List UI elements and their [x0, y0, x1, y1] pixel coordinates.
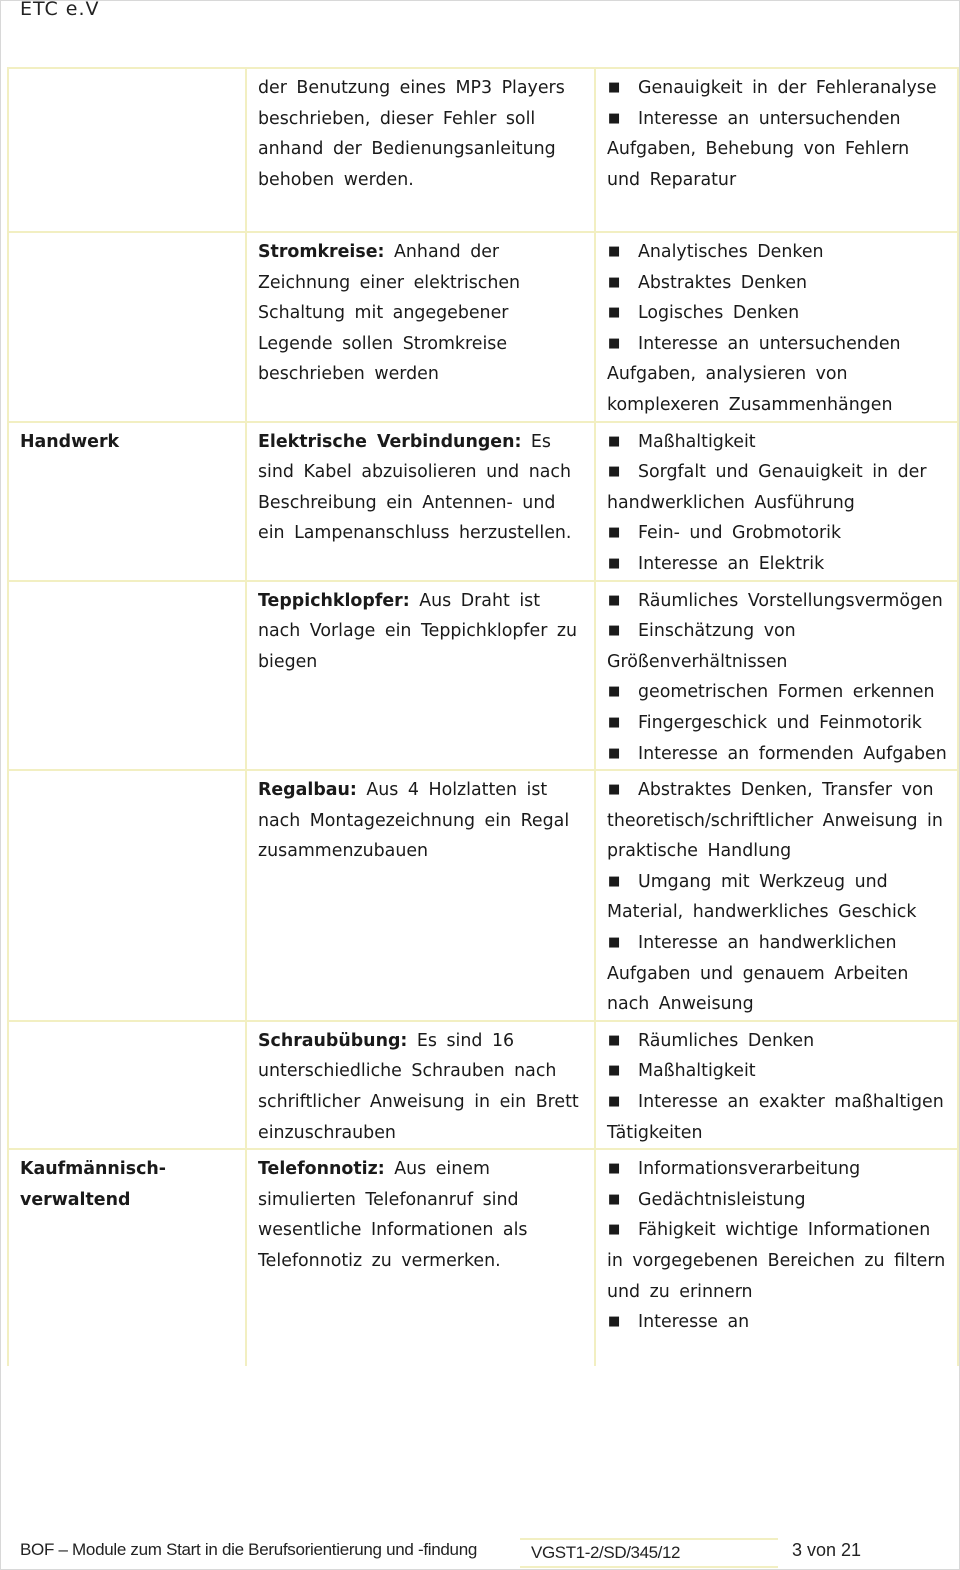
bullet-icon: ■ [608, 1094, 621, 1110]
bullet-icon: ■ [608, 684, 621, 700]
bullet-icon: ■ [608, 745, 621, 761]
bullet-icon: ■ [608, 274, 621, 290]
skills-cell [595, 232, 958, 422]
skill-item: ■ Interesse an untersuchenden Aufgaben, analysieren von komplexeren Zusammenhängen [607, 329, 947, 421]
bullet-icon: ■ [608, 433, 621, 449]
task-cell: Telefonnotiz: Aus einem simulierten Telefonanruf sind wesentliche Informationen als Telefonnotiz zu vermerken. [246, 1149, 595, 1366]
category-cell [8, 1021, 246, 1149]
skill-item: ■ Analytisches Denken [607, 237, 947, 268]
skill-item: ■ Räumliches Denken [607, 1026, 947, 1057]
skill-item: ■ Maßhaltigkeit [607, 427, 947, 458]
skill-item: ■ Räumliches Vorstellungsvermögen [607, 586, 947, 617]
footer-document-code: VGST1-2/SD/345/12 [531, 1543, 681, 1562]
task-cell: Stromkreise: Anhand der Zeichnung einer elektrischen Schaltung mit angegebener Legende sollen Stromkreise beschrieben werden [246, 232, 595, 422]
bullet-icon: ■ [608, 80, 621, 95]
bullet-icon: ■ [608, 464, 621, 480]
task-cell: der Benutzung eines MP3 Players beschrieben, dieser Fehler soll anhand der Bedienungsanleitung behoben werden. [246, 68, 595, 232]
category-cell: Kaufmännisch-verwaltend [8, 1149, 246, 1366]
task-cell: Schraubübung: Es sind 16 unterschiedliche Schrauben nach schriftlicher Anweisung in ein Brett einzuschrauben [246, 1021, 595, 1149]
skill-item: ■ Interesse an [607, 1307, 947, 1338]
table-row [8, 232, 958, 422]
bullet-icon: ■ [608, 244, 621, 259]
bullet-icon: ■ [608, 873, 621, 889]
skill-item: ■ Interesse an untersuchenden Aufgaben, Behebung von Fehlern und Reparatur [607, 104, 947, 196]
category-cell [8, 232, 246, 422]
category-cell: Handwerk [8, 422, 246, 581]
bullet-icon: ■ [608, 1191, 621, 1207]
header-org: ETC e.V [20, 0, 100, 20]
footer-title: BOF – Module zum Start in die Berufsorientierung und -findung [20, 1540, 478, 1559]
bullet-icon: ■ [608, 592, 621, 608]
bullet-icon: ■ [608, 1063, 621, 1079]
task-cell: Elektrische Verbindungen: Es sind Kabel abzuisolieren und nach Beschreibung ein Antennen- und ein Lampenanschluss herzustellen. [246, 422, 595, 581]
bullet-icon: ■ [608, 110, 621, 126]
skills-cell [595, 68, 958, 232]
skill-item: ■ Umgang mit Werkzeug und Material, handwerkliches Geschick [607, 867, 947, 928]
bullet-icon: ■ [608, 555, 621, 571]
skill-item: ■ geometrischen Formen erkennen [607, 677, 947, 708]
skill-item: ■ Gedächtnisleistung [607, 1185, 947, 1216]
skill-item: ■ Interesse an handwerklichen Aufgaben und genauem Arbeiten nach Anweisung [607, 928, 947, 1020]
skill-item: ■ Abstraktes Denken, Transfer von theoretisch/schriftlicher Anweisung in praktische Handlung [607, 775, 947, 867]
skill-item: ■ Maßhaltigkeit [607, 1056, 947, 1087]
category-cell [8, 770, 246, 1021]
skills-cell [595, 1149, 958, 1366]
skill-item: ■ Logisches Denken [607, 298, 947, 329]
table-row [8, 770, 958, 1021]
skill-item: ■ Sorgfalt und Genauigkeit in der handwerklichen Ausführung [607, 457, 947, 518]
skill-item: ■ Genauigkeit in der Fehleranalyse [607, 73, 947, 104]
bullet-icon: ■ [608, 525, 621, 541]
category-cell [8, 581, 246, 771]
skills-cell [595, 770, 958, 1021]
skill-item: ■ Abstraktes Denken [607, 268, 947, 299]
skill-item: ■ Fingergeschick und Feinmotorik [607, 708, 947, 739]
bullet-icon: ■ [608, 782, 621, 798]
skills-cell [595, 422, 958, 581]
bullet-icon: ■ [608, 1161, 621, 1177]
table-row [8, 422, 958, 581]
bullet-icon: ■ [608, 623, 621, 639]
bullet-icon: ■ [608, 935, 621, 951]
skills-cell [595, 581, 958, 771]
bullet-icon: ■ [608, 714, 621, 730]
footer-page-number: 3 von 21 [792, 1540, 862, 1560]
footer-document-code-box [520, 1538, 778, 1568]
skill-item: ■ Interesse an formenden Aufgaben [607, 739, 947, 770]
skill-item: ■ Interesse an Elektrik [607, 549, 947, 580]
skills-cell [595, 1021, 958, 1149]
skill-item: ■ Fähigkeit wichtige Informationen in vorgegebenen Bereichen zu filtern und zu erinnern [607, 1215, 947, 1307]
task-cell: Teppichklopfer: Aus Draht ist nach Vorlage ein Teppichklopfer zu biegen [246, 581, 595, 771]
bullet-icon: ■ [608, 1314, 621, 1330]
bullet-icon: ■ [608, 1222, 621, 1238]
bullet-icon: ■ [608, 1032, 621, 1048]
table-row [8, 1149, 958, 1366]
category-cell [8, 68, 246, 232]
table-row [8, 1021, 958, 1149]
skill-item: ■ Einschätzung von Größenverhältnissen [607, 616, 947, 677]
skill-item: ■ Fein- und Grobmotorik [607, 518, 947, 549]
bullet-icon: ■ [608, 305, 621, 321]
task-cell: Regalbau: Aus 4 Holzlatten ist nach Montagezeichnung ein Regal zusammenzubauen [246, 770, 595, 1021]
bullet-icon: ■ [608, 335, 621, 351]
skill-item: ■ Informationsverarbeitung [607, 1154, 947, 1185]
skill-item: ■ Interesse an exakter maßhaltigen Tätigkeiten [607, 1087, 947, 1148]
table-row [8, 581, 958, 771]
module-table [7, 67, 959, 1366]
table-row [8, 68, 958, 232]
page-footer [0, 1536, 960, 1570]
